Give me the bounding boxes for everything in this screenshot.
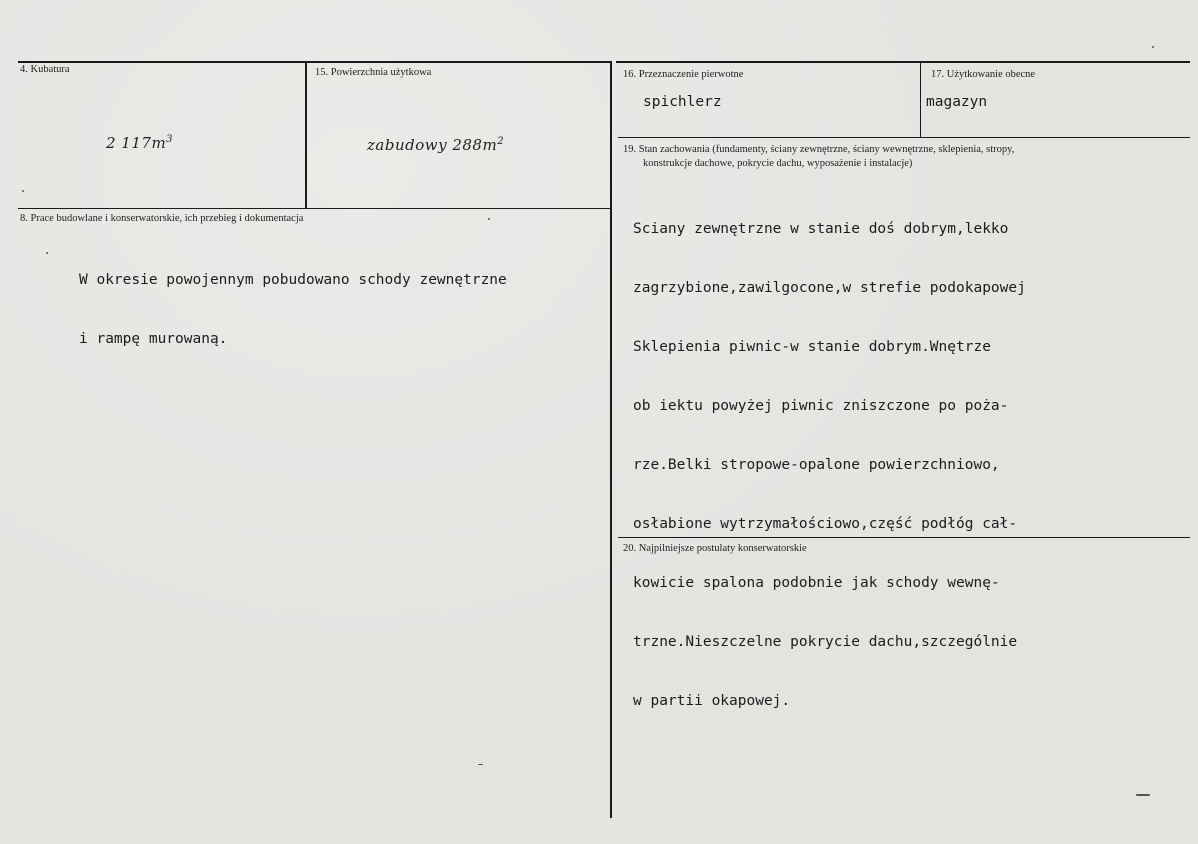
field-19-line: osłabione wytrzymałościowo,część podłóg cał- [633,516,1018,532]
top-rule-left [18,61,612,63]
field-19-text [633,184,1026,747]
field-19-line: Sciany zewnętrzne w stanie doś dobrym,lekko [633,221,1009,237]
field-19-line: trzne.Nieszczelne pokrycie dachu,szczególnie [633,634,1018,650]
scan-speck [478,764,483,765]
field-8-line: i rampę murowaną. [79,331,228,347]
field-15-label: 15. Powierzchnia użytkowa [315,67,432,78]
center-divider [610,62,612,818]
field-8-label: 8. Prace budowlane i konserwatorskie, ich przebieg i dokumentacja [20,213,304,224]
field-19-line: ob iektu powyżej piwnic zniszczone po poża- [633,398,1009,414]
field-19-line: zagrzybione,zawilgocone,w strefie podokapowej [633,280,1026,296]
field-19-label-line1: 19. Stan zachowania (fundamenty, ściany zewnętrzne, ściany wewnętrzne, sklepienia, stropy, [623,144,1015,155]
field-19-line: Sklepienia piwnic-w stanie dobrym.Wnętrze [633,339,991,355]
field-16-label: 16. Przeznaczenie pierwotne [623,69,744,80]
scan-speck [1136,794,1150,796]
divider-16-17 [920,62,921,138]
scan-speck [22,190,24,192]
field-4-unit-exponent: 3 [166,134,174,145]
field-19-line: kowicie spalona podobnie jak schody wewnę- [633,575,1000,591]
field-8-text [79,235,507,385]
field-20-label: 20. Najpilniejsze postulaty konserwatorskie [623,543,807,554]
divider-4-15 [305,62,307,208]
field-19-line: rze.Belki stropowe-opalone powierzchniowo, [633,457,1000,473]
field-15-number: zabudowy 288m [367,136,498,154]
field-17-label: 17. Użytkowanie obecne [931,69,1036,80]
field-4-label: 4. Kubatura [20,64,70,75]
field-15-unit-exponent: 2 [497,136,505,147]
field-17-value: magazyn [926,94,988,110]
scan-speck [488,218,490,220]
field-15-value [367,136,504,154]
scan-speck [46,252,48,254]
field-4-value [106,134,173,152]
field-16-value: spichlerz [643,94,722,110]
field-8-line: W okresie powojennym pobudowano schody zewnętrzne [79,272,507,288]
rule-above-19 [618,137,1190,138]
field-19-label-line2: konstrukcje dachowe, pokrycie dachu, wyposażenie i instalacje) [643,158,913,169]
field-19-line: w partii okapowej. [633,693,791,709]
top-rule-right [616,61,1190,63]
rule-above-8 [18,208,612,209]
scan-speck [1152,46,1154,48]
field-4-number: 2 117m [106,134,167,152]
